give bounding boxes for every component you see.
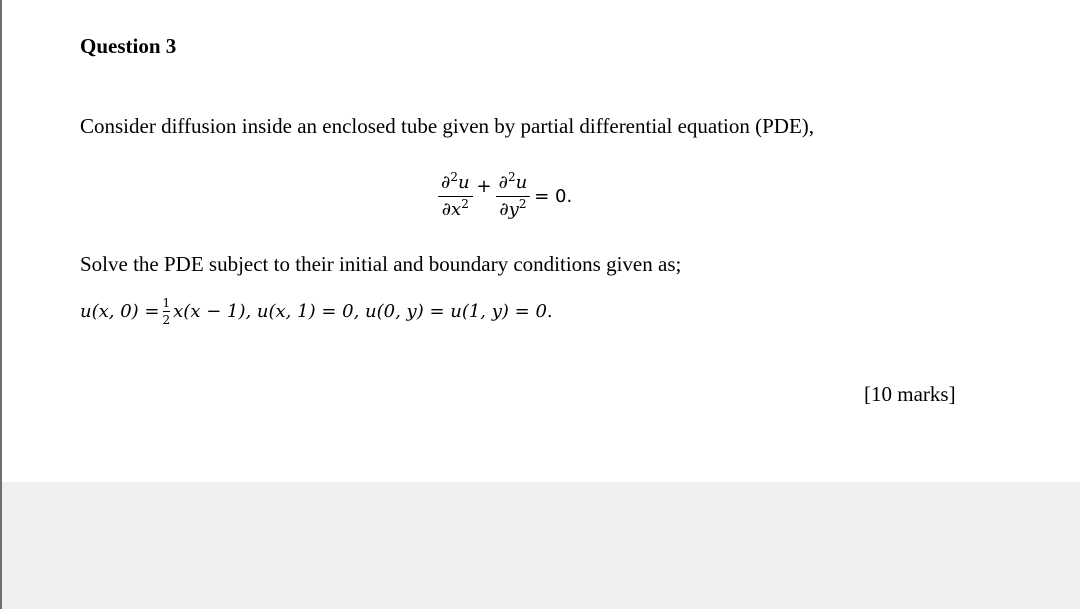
exponent: 2 bbox=[518, 196, 527, 211]
half-denominator: 2 bbox=[162, 312, 171, 327]
partial-y: ∂y bbox=[499, 198, 519, 220]
plus-sign: + bbox=[476, 175, 492, 197]
equals-zero: = 0. bbox=[534, 185, 573, 207]
partial-x: ∂x bbox=[441, 198, 462, 220]
variable: u bbox=[457, 171, 470, 193]
fraction-one-half bbox=[163, 297, 171, 326]
fraction-d2u-dx2 bbox=[438, 169, 473, 220]
pde-equation bbox=[438, 165, 576, 227]
exponent: 2 bbox=[450, 169, 458, 184]
instruction-paragraph: Solve the PDE subject to their initial and boundary conditions given as; bbox=[80, 252, 682, 276]
fraction-d2u-dy2 bbox=[496, 169, 531, 220]
exponent: 2 bbox=[461, 196, 469, 211]
question-heading: Question 3 bbox=[80, 34, 177, 58]
condition-rest: x(x − 1), u(x, 1) = 0, u(0, y) = u(1, y) = 0. bbox=[173, 300, 553, 322]
exponent: 2 bbox=[507, 169, 516, 184]
variable: u bbox=[515, 171, 528, 193]
condition-initial: u(x, 0) = bbox=[80, 300, 160, 322]
fraction-bar bbox=[163, 311, 171, 312]
boundary-conditions bbox=[80, 291, 553, 331]
viewer-background bbox=[0, 482, 1080, 609]
partial-symbol: ∂ bbox=[441, 171, 451, 193]
marks-label: [10 marks] bbox=[864, 382, 956, 406]
partial-symbol: ∂ bbox=[498, 171, 508, 193]
intro-paragraph: Consider diffusion inside an enclosed tube given by partial differential equation (PDE), bbox=[80, 114, 815, 138]
half-numerator: 1 bbox=[162, 295, 171, 310]
